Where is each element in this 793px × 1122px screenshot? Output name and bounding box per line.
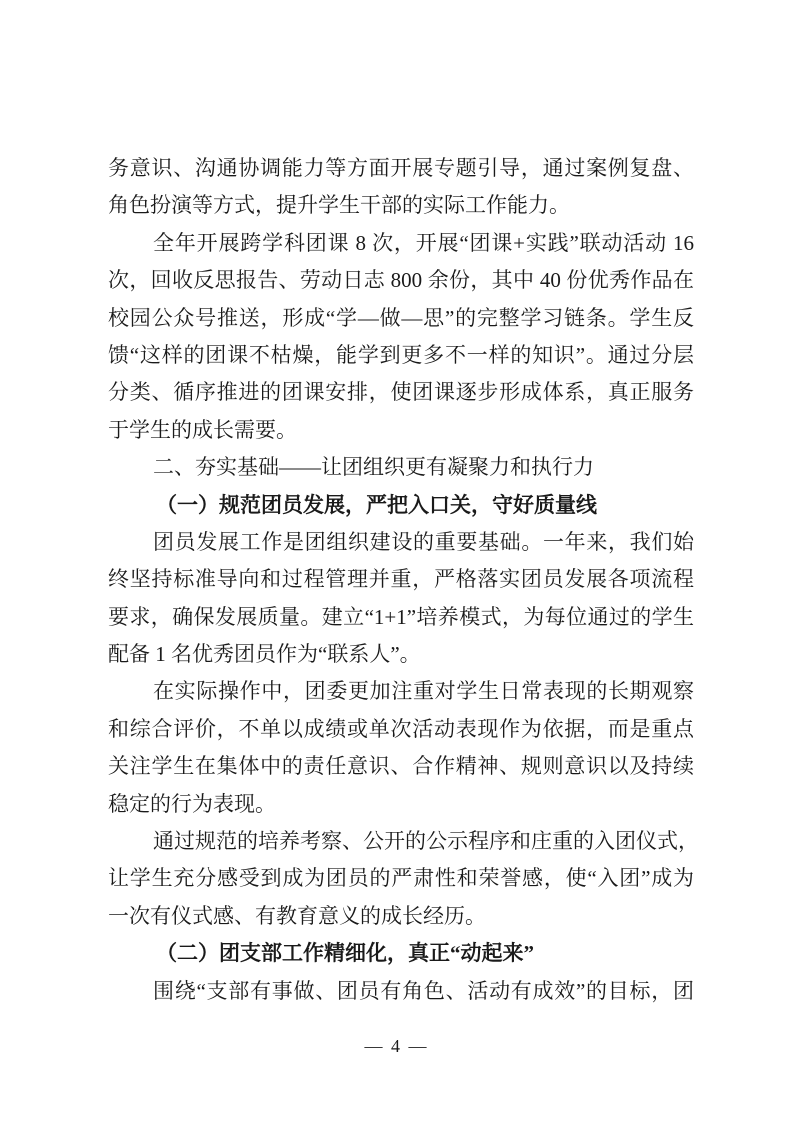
- text-line: 通过规范的培养考察、公开的公示程序和庄重的入团仪式，: [153, 829, 699, 854]
- text-line: 一次有仪式感、有教育意义的成长经历。: [108, 903, 486, 928]
- text-line: 团员发展工作是团组织建设的重要基础。一年来，我们始: [153, 529, 694, 554]
- text-line: 馈“这样的团课不枯燥，能学到更多不一样的知识”。通过分层: [108, 342, 694, 367]
- paragraph: [108, 973, 694, 1010]
- text-line: 关注学生在集体中的责任意识、合作精神、规则意识以及持续: [108, 754, 694, 779]
- text-line: 务意识、沟通协调能力等方面开展专题引导，通过案例复盘、: [108, 156, 694, 180]
- text-line: 全年开展跨学科团课 8 次，开展“团课+实践”联动活动 16: [153, 230, 694, 255]
- text-line: （二）团支部工作精细化，真正“动起来”: [156, 941, 534, 966]
- text-line: 于学生的成长需要。: [108, 417, 297, 442]
- text-line: 分类、循序推进的团课安排，使团课逐步形成体系，真正服务: [108, 380, 694, 405]
- paragraph: [108, 524, 694, 674]
- text-line: 校园公众号推送，形成“学—做—思”的完整学习链条。学生反: [108, 305, 694, 330]
- text-line: 在实际操作中，团委更加注重对学生日常表现的长期观察: [153, 679, 694, 704]
- text-line: 稳定的行为表现。: [108, 791, 276, 816]
- paragraph: [108, 150, 694, 225]
- section-heading: [108, 449, 694, 486]
- text-line: 次，回收反思报告、劳动日志 800 余份，其中 40 份优秀作品在: [108, 268, 694, 293]
- subsection-heading: [108, 935, 694, 972]
- paragraph: [108, 673, 694, 823]
- page-number: — 4 —: [364, 1036, 429, 1056]
- text-line: 让学生充分感受到成为团员的严肃性和荣誉感，使“入团”成为: [108, 866, 694, 891]
- paragraph: [108, 225, 694, 449]
- document-body: [108, 150, 699, 1010]
- text-line: 终坚持标准导向和过程管理并重，严格落实团员发展各项流程: [108, 567, 694, 592]
- text-line: 围绕“支部有事做、团员有角色、活动有成效”的目标，团: [153, 978, 694, 1003]
- text-line: 要求，确保发展质量。建立“1+1”培养模式，为每位通过的学生: [108, 604, 694, 629]
- text-line: 和综合评价，不单以成绩或单次活动表现作为依据，而是重点: [108, 716, 694, 741]
- paragraph: [108, 823, 699, 935]
- subsection-heading: [108, 487, 694, 524]
- text-line: 角色扮演等方式，提升学生干部的实际工作能力。: [108, 193, 570, 218]
- text-line: 配备 1 名优秀团员作为“联系人”。: [108, 642, 421, 667]
- text-line: （一）规范团员发展，严把入口关，守好质量线: [156, 492, 597, 517]
- text-line: 二、夯实基础——让团组织更有凝聚力和执行力: [153, 455, 594, 480]
